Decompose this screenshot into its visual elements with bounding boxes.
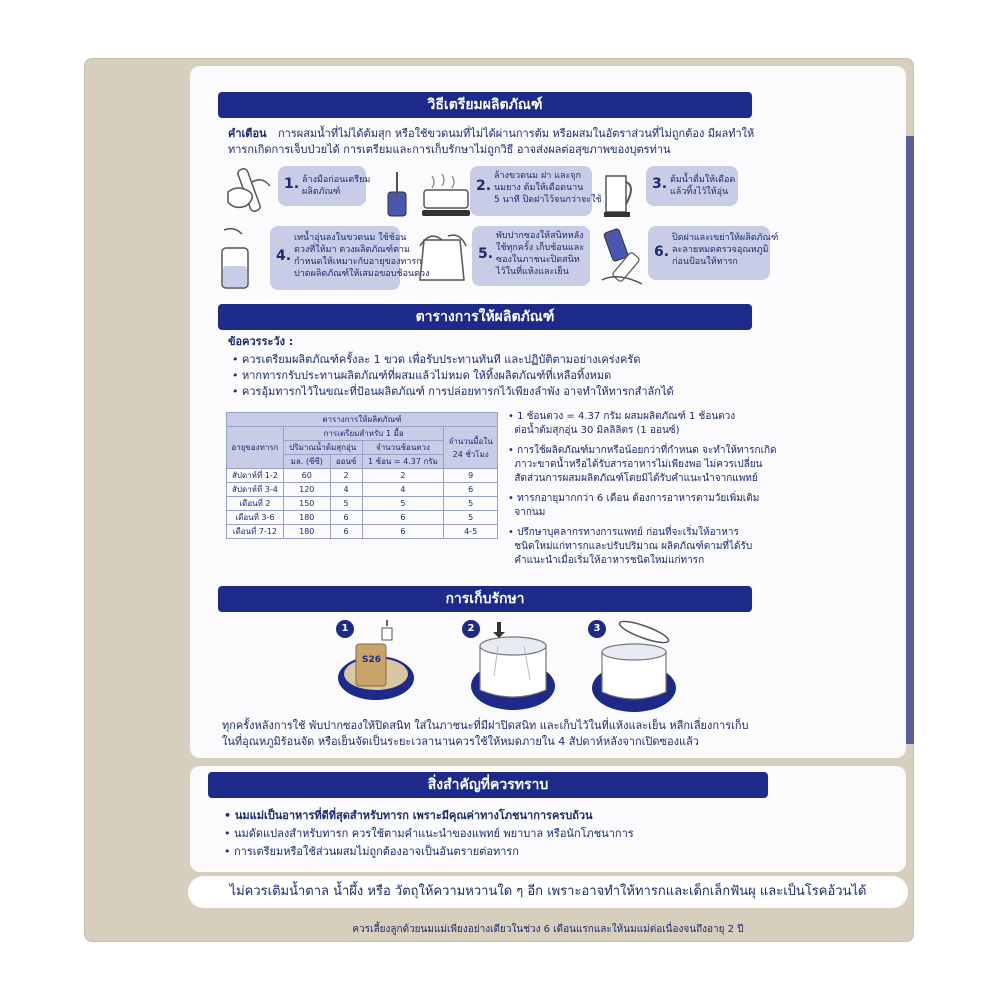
prep-step-6-line1: ปิดฝาและเขย่าให้ผลิตภัณฑ์ (672, 233, 779, 243)
feeding-note-1: • 1 ช้อนตวง = 4.37 กรัม ผสมผลิตภัณฑ์ 1 ช้อนตวง ต่อน้ำต้มสุกอุ่น 30 มิลลิลิตร (1 ออนซ์) (508, 411, 736, 436)
bottle-brush-icon (378, 170, 418, 220)
prep-step-5-line4: ไว้ในที่แห้งและเย็น (496, 267, 569, 277)
prep-step-1-number: 1. (284, 176, 300, 192)
prep-step-3-line2: แล้วทิ้งไว้ให้อุ่น (670, 187, 729, 197)
warning-label: คำเตือน (228, 127, 267, 140)
warning-banner: ไม่ควรเติมน้ำตาล น้ำผึ้ง หรือ วัตถุให้ความหวานใด ๆ อีก เพราะอาจทำให้ทารกและเด็กเล็กฟันผุ และเป็นโรคอ้วนได้ (188, 876, 908, 908)
prep-step-6-line3: ก่อนป้อนให้ทารก (672, 257, 738, 267)
prep-step-5-line2: ใช้ทุกครั้ง เก็บช้อนและ (496, 243, 585, 253)
feeding-table-title: ตารางการให้ผลิตภัณฑ์ (227, 413, 498, 427)
important-header (208, 772, 768, 798)
feeding-note-3: • ทารกอายุมากกว่า 6 เดือน ต้องการอาหารตามวัยเพิ่มเติม จากนม (508, 493, 760, 518)
caution-item-3: • ควรอุ้มทารกไว้ในขณะที่ป้อนผลิตภัณฑ์ การปล่อยทารกไว้เพียงลำพัง อาจทำให้ทารกสำลักได้ (232, 385, 674, 398)
storage-step-3-number: 3 (588, 620, 606, 638)
feeding-note-4: • ปรึกษาบุคลากรทางการแพทย์ ก่อนที่จะเริ่มให้อาหาร ชนิดใหม่แก่ทารกและปรับปริมาณ ผลิตภัณฑ์ตามที่ได้รับ คำแนะนำเมื่อเริ่มให้อาหารชนิดใหม่แก่ทารก (508, 527, 753, 566)
prep-header (218, 92, 752, 118)
prep-step-4-line1: เทน้ำอุ่นลงในขวดนม ใช้ช้อน (294, 233, 407, 243)
storage-text-line2: ในที่อุณหภูมิร้อนจัด หรือเย็นจัดเป็นระยะเวลานานควรใช้ให้หมดภายใน 4 สัปดาห์หลังจากเปิดซองแล้ว (222, 735, 699, 748)
shake-bottle-icon (598, 222, 648, 292)
storage-step-1-number: 1 (336, 620, 354, 638)
prep-step-4-line3: กำหนดให้เหมาะกับอายุของทารก (294, 257, 422, 267)
pack-label: S26 (362, 655, 382, 665)
warning-line1: การผสมน้ำที่ไม่ได้ต้มสุก หรือใช้ขวดนมที่ไม่ได้ผ่านการต้ม หรือผสมในอัตราส่วนที่ไม่ถูกต้อง มีผลทำให้ (278, 127, 755, 140)
meals-header: จำนวนมื้อใน 24 ชั่วโมง (444, 427, 498, 469)
storage-title: การเก็บรักษา (445, 591, 525, 607)
prep-step-4-number: 4. (276, 248, 292, 264)
important-title: สิ่งสำคัญที่ควรทราบ (427, 777, 549, 793)
feeding-header (218, 304, 752, 330)
table-row: เดือนที่ 7-12 180 6 6 4-5 (227, 525, 498, 539)
prep-step-2-line1: ล้างขวดนม ฝา และจุก (494, 171, 582, 181)
kettle-icon (598, 162, 638, 218)
feeding-table (226, 412, 498, 539)
prep-step-1-line2: ผลิตภัณฑ์ (302, 187, 341, 197)
caution-item-1: • ควรเตรียมผลิตภัณฑ์ครั้งละ 1 ขวด เพื่อรับประทานทันที และปฏิบัติตามอย่างเคร่งครัด (232, 353, 641, 366)
scoop-header: จำนวนช้อนตวง (362, 441, 444, 455)
storage-step-2-number: 2 (462, 620, 480, 638)
storage-text-line1: ทุกครั้งหลังการใช้ พับปากซองให้ปิดสนิท ใส่ในภาชนะที่มีฝาปิดสนิท และเก็บไว้ในที่แห้งและเย็น หลีกเลี่ยงการเก็บ (222, 719, 749, 732)
water-header: ปริมาณน้ำต้มสุกอุ่น (283, 441, 362, 455)
prep-step-5-number: 5. (478, 246, 494, 262)
important-item-2: • นมดัดแปลงสำหรับทารก ควรใช้ตามคำแนะนำของแพทย์ พยาบาล หรือนักโภชนาการ (224, 827, 634, 840)
prep-step-2-line2: นมยาง ต้มให้เดือดนาน (494, 183, 584, 193)
prep-step-6-number: 6. (654, 244, 670, 260)
caution-item-2: • หากทารกรับประทานผลิตภัณฑ์ที่ผสมแล้วไม่หมด ให้ทิ้งผลิตภัณฑ์ที่เหลือทิ้งหมด (232, 369, 612, 382)
storage-header (218, 586, 752, 612)
table-row: เดือนที่ 3-6 180 6 6 5 (227, 511, 498, 525)
table-row: สัปดาห์ที่ 1-2 60 2 2 9 (227, 469, 498, 483)
prep-step-4-line4: ปาดผลิตภัณฑ์ให้เสมอขอบช้อนตวง (294, 269, 430, 279)
prep-step-1-line1: ล้างมือก่อนเตรียม (302, 175, 371, 185)
prep-header-cell: การเตรียมสำหรับ 1 มื้อ (283, 427, 443, 441)
important-item-3: • การเตรียมหรือใช้ส่วนผสมไม่ถูกต้องอาจเป็นอันตรายต่อทารก (224, 845, 519, 858)
prep-step-5-line1: พับปากซองให้สนิทหลัง (496, 231, 584, 241)
pour-water-icon (210, 226, 262, 292)
boiling-pot-icon (418, 168, 474, 220)
ml-header: มล. (ซีซี) (283, 455, 330, 469)
caution-title: ข้อควรระวัง : (228, 335, 294, 348)
hand-washing-icon (220, 162, 278, 220)
prep-title: วิธีเตรียมผลิตภัณฑ์ (427, 97, 543, 113)
prep-step-6-line2: ละลายหมดตรวจอุณหภูมิ (672, 245, 769, 255)
footer-text: ควรเลี้ยงลูกด้วยนมแม่เพียงอย่างเดียวในช่วง 6 เดือนแรกและให้นมแม่ต่อเนื่องจนถึงอายุ 2 ปี (352, 924, 744, 935)
prep-step-2-number: 2. (476, 178, 492, 194)
prep-step-4-line2: ตวงที่ให้มา ตวงผลิตภัณฑ์ตาม (294, 245, 410, 255)
scoop-unit: 1 ช้อน = 4.37 กรัม (362, 455, 444, 469)
prep-step-3-number: 3. (652, 176, 668, 192)
warning-line2: ทารกเกิดการเจ็บป่วยได้ การเตรียมและการเก็บรักษาไม่ถูกวิธี อาจส่งผลต่อสุขภาพของบุตรท่าน (228, 143, 671, 156)
table-row: สัปดาห์ที่ 3-4 120 4 4 6 (227, 483, 498, 497)
oz-header: ออนซ์ (330, 455, 362, 469)
age-header: อายุของทารก (227, 427, 284, 469)
prep-step-2-line3: 5 นาที ปิดฝาไว้จนกว่าจะใช้ (494, 195, 602, 205)
feeding-title: ตารางการให้ผลิตภัณฑ์ (415, 309, 555, 325)
table-row: เดือนที่ 2 150 5 5 5 (227, 497, 498, 511)
important-item-1: • นมแม่เป็นอาหารที่ดีที่สุดสำหรับทารก เพราะมีคุณค่าทางโภชนาการครบถ้วน (224, 809, 593, 822)
prep-step-3-line1: ต้มน้ำดื่มให้เดือด (670, 175, 736, 185)
feeding-note-2: • การใช้ผลิตภัณฑ์มากหรือน้อยกว่าที่กำหนด จะทำให้ทารกเกิด ภาวะขาดน้ำหรือได้รับสารอาหารไม่เพียงพอ ไม่ควรเปลี่ยน สัดส่วนการผสมผลิตภัณฑ์โดยมิได้รับคำแนะนำจากแพทย์ (508, 445, 777, 484)
prep-step-5-line3: ซองในภาชนะปิดสนิท (496, 255, 580, 265)
